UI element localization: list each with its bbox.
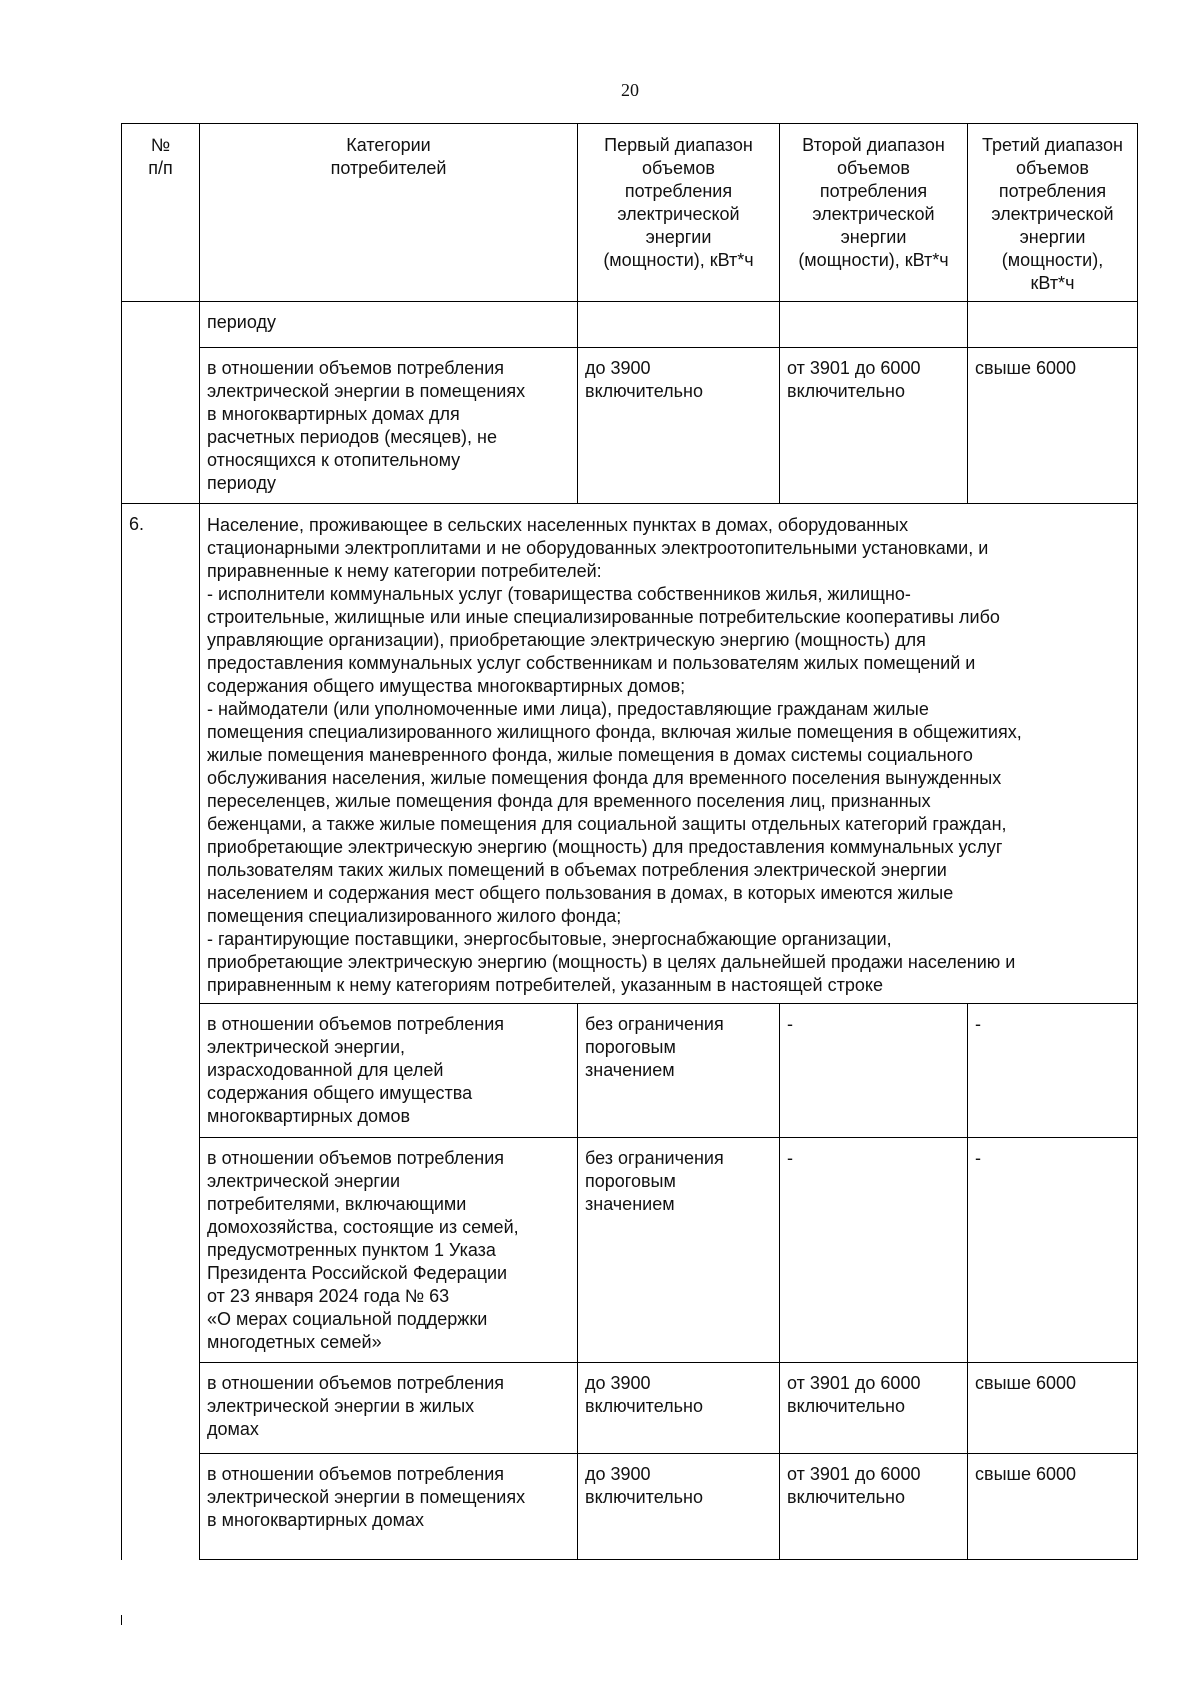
row-range3: свыше 6000 — [968, 348, 1138, 504]
row-range2: от 3901 до 6000 включительно — [780, 1454, 968, 1560]
table-row — [122, 1454, 1138, 1560]
page-number: 20 — [621, 80, 639, 100]
row-category: в отношении объемов потребления электрической энергии в помещениях в многоквартирных домах для расчетных периодов (месяцев), не относящихся к отопительному периоду — [200, 348, 578, 504]
header-num: № п/п — [122, 124, 200, 302]
tariff-table — [121, 123, 1138, 1560]
row-category: в отношении объемов потребления электрической энергии, израсходованной для целей содержания общего имущества многоквартирных домов — [200, 1004, 578, 1138]
row-num-continued — [122, 302, 200, 504]
row-range3 — [968, 302, 1138, 348]
header-range2: Второй диапазон объемов потребления электрической энергии (мощности), кВт*ч — [780, 124, 968, 302]
table-row — [122, 1138, 1138, 1363]
row-range2: от 3901 до 6000 включительно — [780, 1363, 968, 1454]
table-row — [122, 302, 1138, 348]
section-row — [122, 504, 1138, 1004]
header-category: Категории потребителей — [200, 124, 578, 302]
row-range1 — [578, 302, 780, 348]
row-category: в отношении объемов потребления электрической энергии в помещениях в многоквартирных домах — [200, 1454, 578, 1560]
row-range2: - — [780, 1004, 968, 1138]
header-range1: Первый диапазон объемов потребления электрической энергии (мощности), кВт*ч — [578, 124, 780, 302]
header-range3: Третий диапазон объемов потребления электрической энергии (мощности), кВт*ч — [968, 124, 1138, 302]
section-description: Население, проживающее в сельских населенных пунктах в домах, оборудованных стационарными электроплитами и не оборудованных электроотопительными установками, и приравненные к нему категории потребителей: - исполнители коммунальных услуг (товарищества собственников жилья, жилищно- строительные, жилищные или иные специализированные потребительские кооперативы либо управляющие организации), приобретающие электрическую энергию (мощность) для предоставления коммунальных услуг собственникам и пользователям жилых помещений и содержания общего имущества многоквартирных домов; - наймодатели (или уполномоченные ими лица), предоставляющие гражданам жилые помещения специализированного жилищного фонда, включая жилые помещения в общежитиях, жилые помещения маневренного фонда, жилые помещения в домах системы социального обслуживания населения, жилые помещения фонда для временного поселения вынужденных переселенцев, жилые помещения фонда для временного поселения лиц, признанных беженцами, а также жилые помещения для социальной защиты отдельных категорий граждан, приобретающие электрическую энергию (мощность) для предоставления коммунальных услуг пользователям таких жилых помещений в объемах потребления электрической энергии населением и содержания мест общего пользования в домах, в которых имеются жилые помещения специализированного жилого фонда; - гарантирующие поставщики, энергосбытовые, энергоснабжающие организации, приобретающие электрическую энергию (мощность) в целях дальнейшей продажи населению и приравненным к нему категориям потребителей, указанным в настоящей строке — [200, 504, 1138, 1004]
row-category: в отношении объемов потребления электрической энергии в жилых домах — [200, 1363, 578, 1454]
row-range1: до 3900 включительно — [578, 1363, 780, 1454]
row-range3: - — [968, 1138, 1138, 1363]
row-range3: - — [968, 1004, 1138, 1138]
table-header-row — [122, 124, 1138, 302]
row-range2: от 3901 до 6000 включительно — [780, 348, 968, 504]
table-row — [122, 348, 1138, 504]
row-category: периоду — [200, 302, 578, 348]
row-category: в отношении объемов потребления электрической энергии потребителями, включающими домохозяйства, состоящие из семей, предусмотренных пунктом 1 Указа Президента Российской Федерации от 23 января 2024 года № 63 «О мерах социальной поддержки многодетных семей» — [200, 1138, 578, 1363]
section-number: 6. — [122, 504, 200, 1560]
row-range1: до 3900 включительно — [578, 1454, 780, 1560]
row-range3: свыше 6000 — [968, 1454, 1138, 1560]
row-range1: без ограничения пороговым значением — [578, 1004, 780, 1138]
row-range2: - — [780, 1138, 968, 1363]
table-row — [122, 1004, 1138, 1138]
row-range1: без ограничения пороговым значением — [578, 1138, 780, 1363]
row-range3: свыше 6000 — [968, 1363, 1138, 1454]
row-range2 — [780, 302, 968, 348]
table-border-continuation — [121, 1615, 122, 1625]
row-range1: до 3900 включительно — [578, 348, 780, 504]
table-row — [122, 1363, 1138, 1454]
